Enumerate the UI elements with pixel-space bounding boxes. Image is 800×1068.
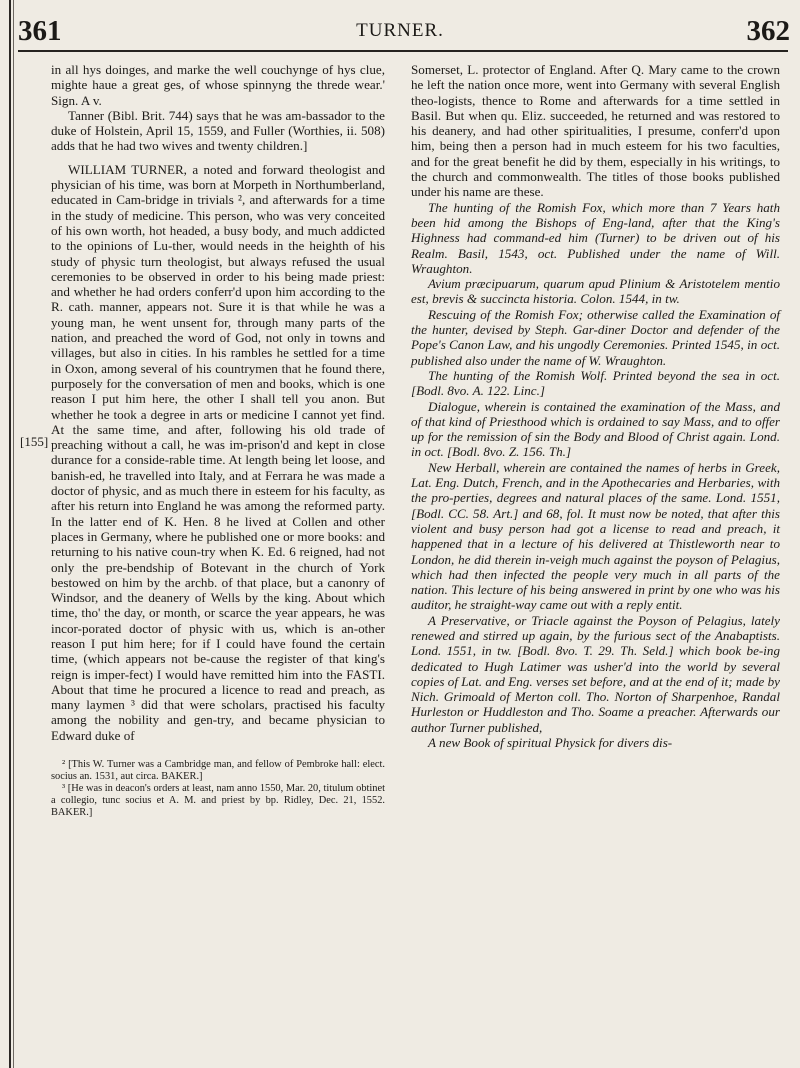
- page-number-left: 361: [18, 15, 62, 47]
- book-title-entry: New Herball, wherein are contained the names of herbs in Greek, Lat. Eng. Dutch, French, and in the Apothecaries and Herbaries, with the pro-perties, degrees and natural places of the same. Lond. 1551, [Bodl. CC. 58. Art.] and 68, fol. It must now be noted, that after this violent and busy person had got a license to read and preach, it happened that in a lecture of his delivered at Thistleworth near to London, he did therein in-veigh much against the poyson of Pelagius, which had then infected the people very much in all parts of the nation. This lecture of his being answered in print by one who was his auditor, he straight-way came out with a reply entit.: [411, 459, 780, 613]
- page-edge-line-inner: [13, 0, 14, 1068]
- book-title-entry: Dialogue, wherein is contained the examination of the Mass, and of that kind of Priesthood which is ordained to say Mass, and to offer up for the remission of sin the Body and Blood of Christ again. Lond. in oct. [Bodl. 8vo. Z. 156. Th.]: [411, 398, 780, 460]
- paragraph: Tanner (Bibl. Brit. 744) says that he was am-bassador to the duke of Holstein, April 15, 1559, and Fuller (Worthies, ii. 508) adds that he had two wives and twenty children.]: [51, 107, 385, 154]
- left-column: [51, 62, 385, 819]
- book-title-entry: The hunting of the Romish Wolf. Printed beyond the sea in oct. [Bodl. 8vo. A. 122. Linc.]: [411, 367, 780, 399]
- book-title-entry: A new Book of spiritual Physick for divers dis-: [428, 735, 673, 751]
- book-title-entry: Rescuing of the Romish Fox; otherwise called the Examination of the hunter, devised by Steph. Gar-diner Doctor and defender of the Pope's Canon Law, and his ungodly Ceremonies. Printed 1545, in oct. published also under the name of W. Wraughton.: [411, 306, 780, 368]
- paragraph: in all hys doinges, and marke the well couchynge of hys clue, mighte haue a great ges, of whose spinnyng the threde wear.' Sign. A v.: [51, 62, 385, 108]
- running-header: [0, 16, 800, 46]
- paragraph-turner-entry: WILLIAM TURNER, a noted and forward theologist and physician of his time, was born at Morpeth in Northumberland, educated in Cam-bridge in trivials ², and afterwards for a time in the study of medicine. This person, who was very conceited of his own worth, hot headed, a busy body, and much addicted to the opinions of Lu-ther, would needs in the heighth of his study of physic turn theologist, but always refused the usual ceremonies to be observed in order to his being made priest: and whether he had orders conferr'd upon him according to the R. cath. manner, appears not. Sure it is that while he was a young man, he went unsent for, through many parts of the nation, and preached the word of God, not only in towns and villages, but also in cities. In his rambles he settled for a time in Oxon, among several of his countrymen that he found there, purposely for the conversation of men and books, which is one reason I put him here, the other I shall tell you anon. But whether he took a degree in arts or medicine I cannot yet find. At the same time, and after, following his old trade of preaching without a call, he was im-prison'd and kept in close durance for a conside-rable time. At length being let loose, and banish-ed, he travelled into Italy, and at Ferrara he was made a doctor of physic, and as much there in esteem for his faculty, as after his return into England he was among the reformed party. In the latter end of K. Hen. 8 he lived at Collen and other places in Germany, where he published one or more books: and returning to his native coun-try when K. Ed. 6 reigned, had not only the pre-bendship of Botevant in the church of York bestowed on him by the archb. of that place, but a canonry of Windsor, and the deanery of Wells by the king. About which time, tho' the day, or month, or scarce the year appears, he was incor-porated doctor of physic with us, which is an-other reason I put him here; for if I could have found the certain time, (which appears not be-cause the register of that king's reign is imper-fect) I would have remitted him into the FASTI. About that time he procured a licence to read and preach, as many laymen ³ did that were scholars, practised his faculty among the nobility and gen-try, and became physician to Edward duke of: [51, 161, 385, 743]
- book-title-entry: A Preservative, or Triacle against the Poyson of Pelagius, lately renewed and stirred up again, by the furious sect of the Anabaptists. Lond. 1551, in tw. [Bodl. 8vo. T. 29. Th. Seld.] which book be-ing dedicated to Hugh Latimer was usher'd into the world by several copies of Lat. and Eng. verses set before, and at the end of it; made by Nich. Grimoald of Merton coll. Tho. Norton of Sharpenhoe, Randal Hurleston or Huddleston and Tho. Soame a preacher. Afterwards our author Turner published,: [411, 612, 780, 735]
- book-title-entry: The hunting of the Romish Fox, which more than 7 Years hath been hid among the Bishops of Eng-land, after that the King's Highness had command-ed him (Turner) to be driven out of his Realm. Basil, 1543, oct. Published under the name of Will. Wraughton.: [411, 199, 780, 276]
- footnote: ³ [He was in deacon's orders at least, nam anno 1550, Mar. 20, titulum obtinet a collegio, tunc socius et A. M. and priest by bp. Ridley, Dec. 21, 1552. BAKER.]: [51, 783, 385, 819]
- page-edge-line: [9, 0, 11, 1068]
- page-number-right: 362: [746, 15, 790, 47]
- paragraph: Somerset, L. protector of England. After Q. Mary came to the crown he left the nation once more, went into Germany with several English theo-logists, thence to Rome and afterwards for a time settled in Basil. But when qu. Eliz. succeeded, he returned and was restored to his deanery, and had other spiritualities, I presume, conferr'd upon him, being then a person had in much esteem for his two faculties, and for the great benefit he did by them, especially in his writings, to the church and commonwealth. The titles of those books published under his name are these.: [411, 62, 780, 200]
- footnote: ² [This W. Turner was a Cambridge man, and fellow of Pembroke hall: elect. socius an. 1531, aut circa. BAKER.]: [51, 759, 385, 783]
- header-rule: [18, 50, 788, 52]
- footnotes: [51, 759, 385, 819]
- running-title: TURNER.: [356, 20, 444, 41]
- right-column: [411, 62, 780, 750]
- book-title-entry: Avium præcipuarum, quarum apud Plinium & Aristotelem mentio est, brevis & succincta historia. Colon. 1544, in tw.: [411, 276, 780, 307]
- margin-page-reference: [155]: [20, 434, 49, 449]
